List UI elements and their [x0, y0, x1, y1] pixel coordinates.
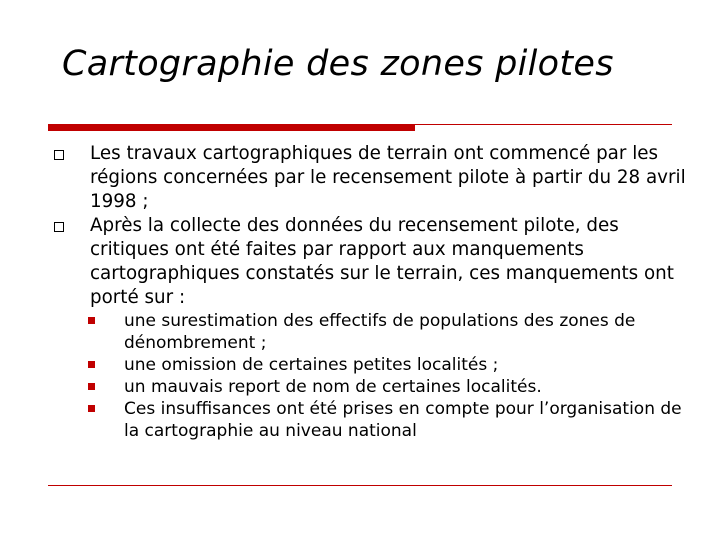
sub-bullet-text: Ces insuffisances ont été prises en compte pour l’organisation de la cartographie au niveau national [124, 399, 682, 441]
filled-square-bullet-icon [88, 317, 95, 324]
title-accent-bar [48, 124, 415, 131]
sub-bullet-text: un mauvais report de nom de certaines localités. [124, 377, 542, 397]
bullet-item [48, 142, 688, 214]
bullet-item [48, 214, 688, 310]
filled-square-bullet-icon [88, 405, 95, 412]
sub-bullet-list [48, 310, 688, 442]
sub-bullet-text: une omission de certaines petites localités ; [124, 355, 499, 375]
sub-bullet-item [48, 354, 688, 376]
sub-bullet-item [48, 398, 688, 442]
footer-divider-line [48, 485, 672, 486]
slide-body [48, 142, 688, 442]
slide-title: Cartographie des zones pilotes [62, 44, 614, 84]
bullet-text: Après la collecte des données du recensement pilote, des critiques ont été faites par rapport aux manquements cartographiques constatés sur le terrain, ces manquements ont porté sur : [90, 215, 674, 308]
hollow-square-bullet-icon [54, 222, 64, 232]
sub-bullet-text: une surestimation des effectifs de populations des zones de dénombrement ; [124, 311, 636, 353]
hollow-square-bullet-icon [54, 150, 64, 160]
sub-bullet-item [48, 376, 688, 398]
filled-square-bullet-icon [88, 361, 95, 368]
sub-bullet-item [48, 310, 688, 354]
filled-square-bullet-icon [88, 383, 95, 390]
bullet-text: Les travaux cartographiques de terrain ont commencé par les régions concernées par le recensement pilote à partir du 28 avril 1998 ; [90, 143, 686, 212]
